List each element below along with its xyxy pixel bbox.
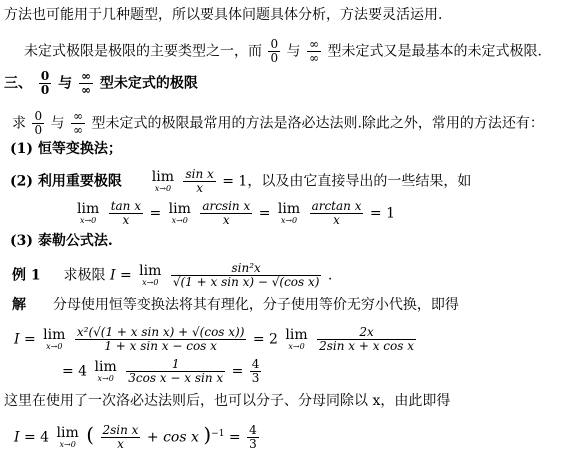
- equation-final: [14, 424, 261, 451]
- text-seg: 求: [12, 115, 26, 132]
- equals: =: [149, 205, 162, 222]
- numerator: 0: [34, 109, 43, 123]
- fraction-step3: [126, 358, 225, 385]
- solution-label: 解: [12, 297, 26, 313]
- lim-word: lim: [139, 263, 162, 279]
- equation-2: [62, 358, 263, 385]
- limit-op: [152, 170, 174, 193]
- fraction-zero-zero: [32, 110, 44, 137]
- text-seg: 型未定式的极限: [99, 75, 198, 92]
- fraction-inf-inf: [71, 110, 85, 137]
- lim-chain: [74, 200, 395, 227]
- exponent: −1: [211, 428, 225, 439]
- numerator: arctan x: [311, 199, 362, 213]
- plus-cos: + cos x: [146, 429, 199, 446]
- equals-two: = 2: [252, 331, 278, 348]
- lim-sub: x→0: [97, 374, 114, 383]
- lim-sub: x→0: [280, 216, 298, 225]
- denominator: x: [196, 181, 204, 195]
- numerator: 4: [249, 423, 257, 437]
- denominator: √(1 + x sin x) − √(cos x): [172, 275, 320, 289]
- fraction-step2: [317, 326, 416, 353]
- text-seg: 求极限: [63, 267, 106, 284]
- text-seg: = 1，以及由它直接导出的一些结果，如: [222, 173, 472, 190]
- fraction-step1: [75, 326, 247, 353]
- method-3: (3) 泰勒公式法.: [10, 233, 113, 249]
- denominator: x: [117, 437, 124, 451]
- fraction-arcsinx-x: [200, 200, 252, 227]
- numerator: 2x: [317, 326, 416, 340]
- example-label: 例 1: [12, 267, 41, 284]
- denominator: 3cos x − x sin x: [128, 371, 224, 385]
- I-equals: I =: [109, 267, 132, 284]
- denominator: 0: [270, 51, 279, 65]
- limit-op: [278, 202, 300, 225]
- denominator: ∞: [80, 83, 91, 97]
- lim-sub: x→0: [142, 278, 159, 287]
- method-2: [10, 168, 471, 195]
- numerator: tan x: [110, 199, 141, 213]
- lim-sub: x→0: [154, 184, 172, 193]
- coefficient-four: 4: [40, 429, 50, 446]
- example-1: [12, 262, 332, 289]
- equals-four: = 4: [62, 363, 88, 380]
- numerator: sin x: [185, 167, 214, 181]
- lim-word: lim: [94, 359, 117, 375]
- numerator: x²(√(1 + x sin x) + √(cos x)): [76, 325, 245, 339]
- lim-word: lim: [56, 425, 79, 441]
- text-line-2: [24, 38, 542, 65]
- fraction-result: [250, 358, 262, 385]
- lim-word: lim: [43, 327, 66, 343]
- denominator: x: [333, 213, 340, 227]
- equals: =: [228, 429, 241, 446]
- denominator: 2sin x + x cos x: [319, 339, 414, 353]
- lim-word: lim: [277, 201, 301, 217]
- denominator: 0: [40, 83, 50, 97]
- fraction-final: [101, 424, 141, 451]
- denominator: 3: [249, 437, 257, 451]
- fraction-inf-inf: [79, 70, 93, 97]
- text-seg: 与: [50, 115, 65, 132]
- limit-op: [139, 264, 161, 287]
- fraction-zero-zero: [268, 38, 280, 65]
- fraction-zero-zero: [39, 70, 51, 97]
- text-seg: 与: [286, 43, 301, 60]
- fraction-arctanx-x: [310, 200, 364, 227]
- equals: =: [258, 205, 271, 222]
- numerator: arcsin x: [202, 199, 251, 213]
- limit-op: [57, 426, 79, 449]
- numerator: ∞: [80, 69, 91, 83]
- numerator: ∞: [309, 37, 319, 51]
- equation-1: [14, 326, 418, 353]
- limit-op: [169, 202, 191, 225]
- lim-word: lim: [151, 169, 175, 185]
- period: .: [327, 267, 333, 284]
- equals-one: = 1: [369, 205, 396, 222]
- numerator: 1: [126, 358, 225, 372]
- text-line-4: [12, 110, 544, 137]
- numerator: ∞: [73, 109, 83, 123]
- paren-right: ): [203, 422, 212, 447]
- I-equals: I =: [14, 429, 36, 446]
- section-heading: [4, 70, 198, 97]
- lim-sub: x→0: [79, 216, 97, 225]
- limit-op: [285, 328, 307, 351]
- lim-word: lim: [285, 327, 308, 343]
- text-seg: 型未定式又是最基本的未定式极限.: [327, 43, 542, 60]
- fraction-example: [171, 262, 322, 289]
- lim-sub: x→0: [59, 440, 76, 449]
- solution: [12, 296, 459, 314]
- fraction-result: [247, 424, 259, 451]
- numerator: 0: [270, 37, 279, 51]
- denominator: 0: [34, 123, 43, 137]
- numerator: 0: [40, 69, 50, 83]
- lim-word: lim: [77, 201, 100, 217]
- numerator: 2sin x: [102, 423, 139, 437]
- denominator: ∞: [73, 123, 83, 137]
- limit-op: [43, 328, 65, 351]
- numerator: sin²x: [171, 262, 322, 276]
- text-seg: 与: [58, 75, 73, 92]
- paren-left: (: [86, 422, 95, 447]
- denominator: 1 + x sin x − cos x: [104, 339, 217, 353]
- I-equals: I =: [14, 331, 36, 348]
- method-1: (1) 恒等变换法；: [10, 141, 122, 157]
- fraction-sinx-x: [183, 168, 215, 195]
- denominator: x: [222, 213, 230, 227]
- denominator: x: [122, 213, 130, 227]
- text-seg: 未定式极限是极限的主要类型之一，而: [24, 43, 262, 60]
- text-seg: 型未定式的极限最常用的方法是洛必达法则.除此之外，常用的方法还有：: [91, 115, 544, 132]
- fraction-tanx-x: [109, 200, 143, 227]
- numerator: 4: [251, 357, 260, 371]
- lim-sub: x→0: [288, 342, 305, 351]
- lim-sub: x→0: [171, 216, 188, 225]
- denominator: 3: [251, 371, 260, 385]
- limit-op: [95, 360, 117, 383]
- fraction-inf-inf: [307, 38, 321, 65]
- text-seg: 三、: [4, 75, 32, 92]
- lim-word: lim: [168, 201, 191, 217]
- limit-op: [77, 202, 99, 225]
- denominator: ∞: [309, 51, 319, 65]
- lim-sub: x→0: [46, 342, 63, 351]
- text-seg: 分母使用恒等变换法将其有理化，分子使用等价无穷小代换，即得: [52, 297, 459, 313]
- text-seg: (2) 利用重要极限: [10, 173, 122, 190]
- equals: =: [231, 363, 244, 380]
- text-line-1: 方法也可能用于几种题型，所以要具体问题具体分析，方法要灵活运用.: [4, 7, 443, 23]
- text-line-last: 这里在使用了一次洛必达法则后，也可以分子、分母同除以 x，由此即得: [4, 393, 451, 409]
